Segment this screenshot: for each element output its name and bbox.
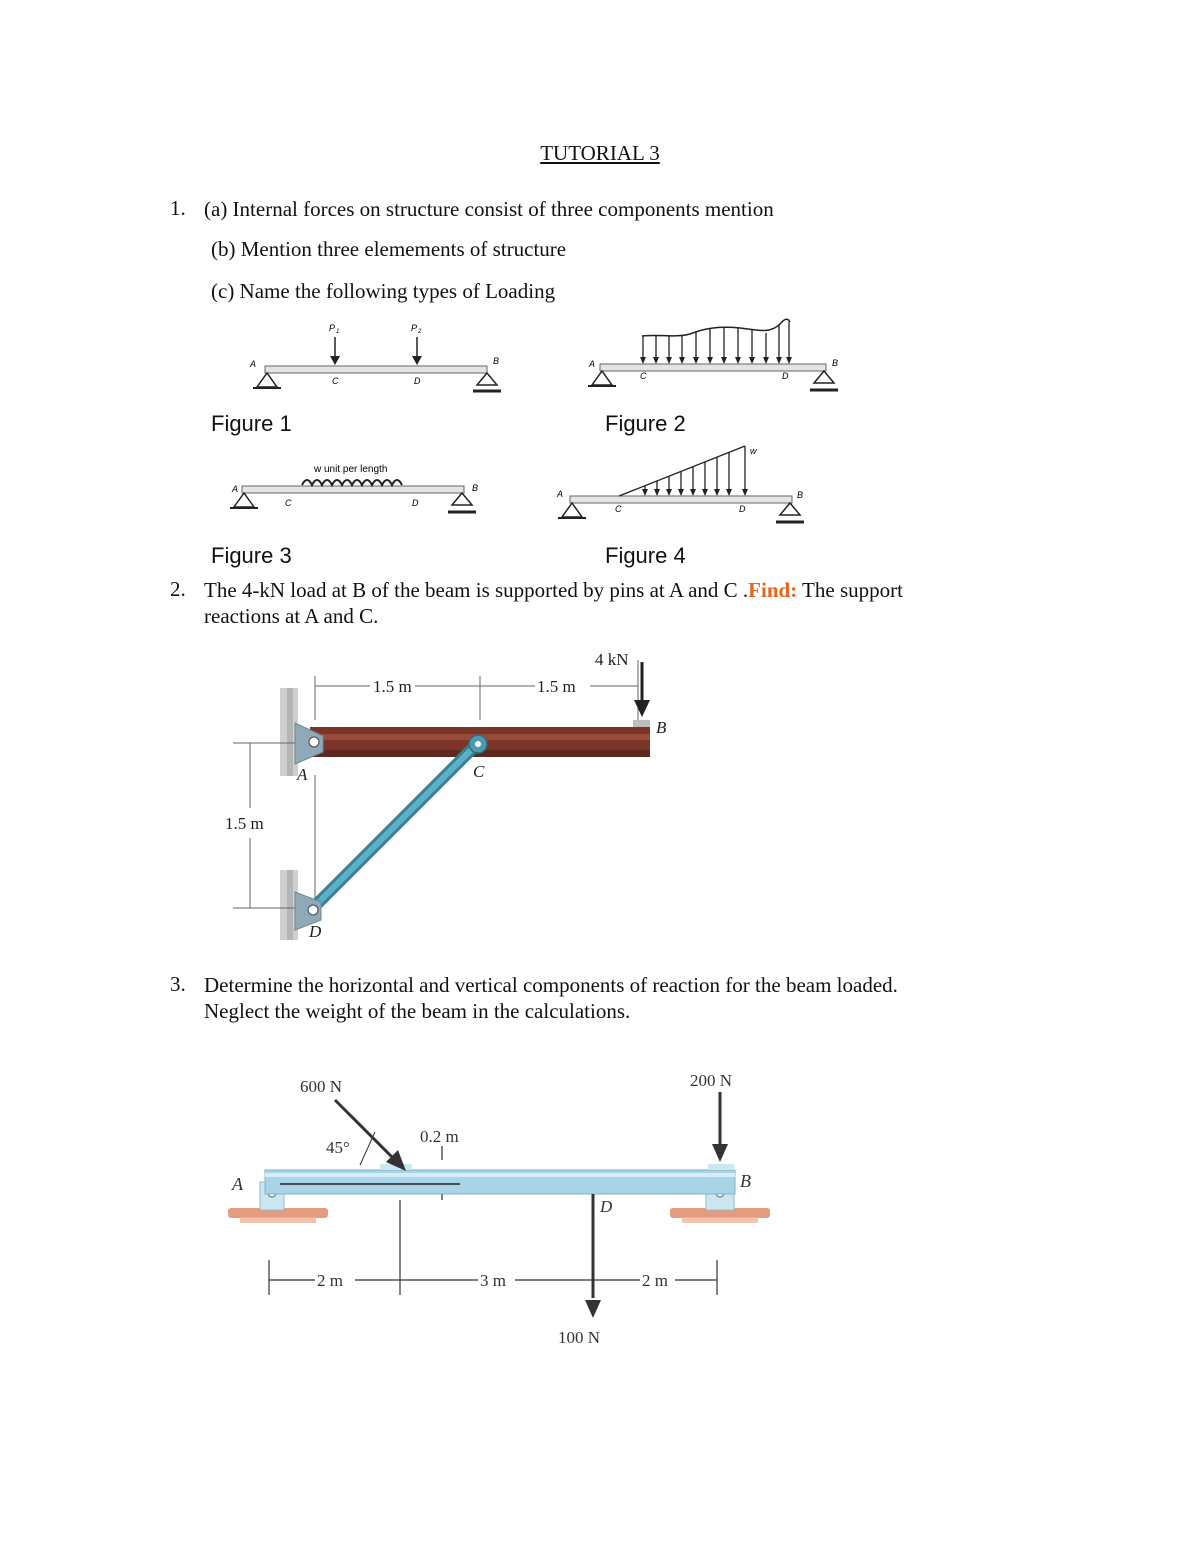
fig2-label-c: C [640, 371, 647, 381]
fig4-label-d: D [739, 504, 746, 514]
fig3-label-d: D [412, 498, 419, 508]
fig1-load-p2-arrow [412, 337, 422, 365]
q3-force-100-arrow [585, 1194, 601, 1318]
q2-find-label: Find: [748, 578, 798, 602]
q3-angle-label: 45° [326, 1138, 350, 1157]
q2-dim-1: 1.5 m [373, 677, 412, 696]
fig1-beam [265, 366, 487, 373]
q3-label-b: B [740, 1171, 751, 1191]
fig1-label-a: A [250, 359, 257, 369]
fig3-pin-support-a [230, 493, 258, 508]
fig2-label-b: B [832, 358, 839, 368]
q2-dim-2: 1.5 m [537, 677, 576, 696]
q2-diagram [215, 640, 695, 945]
q2-dim-vertical: 1.5 m [225, 814, 264, 833]
fig1-pin-support-a [253, 373, 281, 388]
q2-text-line1 [204, 577, 903, 604]
fig2-arrow-heads [640, 357, 792, 364]
q2-text-post: The support [797, 578, 903, 602]
fig1-roller-support-b [473, 373, 501, 391]
figure-1-caption: Figure 1 [211, 411, 292, 436]
q3-angle-reference-line [360, 1132, 375, 1165]
fig1-label-p2: P [411, 323, 418, 333]
fig3-label-b: B [472, 483, 479, 493]
fig2-roller-support-b [810, 371, 838, 390]
fig4-label-a: A [557, 489, 564, 499]
page-title: TUTORIAL 3 [540, 141, 660, 165]
q3-diagram [220, 1060, 790, 1360]
fig2-load-curve [642, 319, 790, 336]
figure-1-diagram [240, 315, 510, 395]
q2-text-line2: reactions at A and C. [204, 604, 379, 628]
fig3-label-c: C [285, 498, 292, 508]
fig4-label-b: B [797, 490, 804, 500]
fig4-arrow-heads [642, 489, 748, 496]
q2-load-arrow [634, 662, 650, 717]
q3-label-a: A [232, 1174, 243, 1194]
fig1-load-p1-arrow [330, 337, 340, 365]
fig1-label-d: D [414, 376, 421, 386]
fig3-label-a: A [232, 484, 239, 494]
q2-label-d: D [309, 922, 322, 941]
fig4-roller-support-b [776, 503, 804, 522]
fig1-label-c: C [332, 376, 339, 386]
fig4-load-envelope [619, 446, 745, 496]
q1-number: 1. [170, 196, 186, 220]
q3-force-200-label: 200 N [690, 1071, 733, 1090]
fig2-label-a: A [589, 359, 596, 369]
q3-dim-3: 2 m [642, 1271, 668, 1290]
fig1-label-p1-sub: 1 [336, 329, 340, 335]
fig4-pin-support-a [558, 503, 586, 518]
fig1-label-p1: P [329, 323, 336, 333]
figure-2-diagram [580, 312, 850, 400]
fig4-label-c: C [615, 504, 622, 514]
fig2-label-d: D [782, 371, 789, 381]
q3-text-line1: Determine the horizontal and vertical components of reaction for the beam loaded. [204, 973, 898, 997]
q3-label-d: D [600, 1197, 613, 1216]
figure-3-caption: Figure 3 [211, 543, 292, 568]
q3-force-100-label: 100 N [558, 1328, 601, 1347]
fig1-label-b: B [493, 356, 500, 366]
q2-label-b: B [656, 718, 667, 737]
q3-force-200-arrow [712, 1092, 728, 1162]
q1-part-a: (a) Internal forces on structure consist of three components mention [204, 197, 774, 221]
fig1-label-p2-sub: 2 [418, 329, 422, 335]
fig3-label-w: w unit per length [314, 464, 388, 475]
fig2-pin-support-a [588, 371, 616, 386]
q2-load-label: 4 kN [595, 650, 629, 669]
q2-number: 2. [170, 577, 186, 601]
fig3-distributed-load [302, 480, 402, 485]
q3-text-line2: Neglect the weight of the beam in the calculations. [204, 999, 631, 1023]
q3-offset-label: 0.2 m [420, 1127, 459, 1146]
fig3-roller-support-b [448, 493, 476, 512]
fig3-beam [242, 486, 464, 493]
q2-text-pre: The 4-kN load at B of the beam is supported by pins at A and C . [204, 578, 749, 602]
fig2-beam [600, 364, 826, 371]
figure-4-diagram [545, 442, 815, 530]
q2-label-c: C [473, 762, 485, 781]
figure-2-caption: Figure 2 [605, 411, 686, 436]
q3-force-600-label: 600 N [300, 1077, 343, 1096]
figure-3-diagram [222, 460, 492, 525]
q2-load-plate [633, 720, 650, 727]
q1-part-b: (b) Mention three elemements of structure [211, 237, 567, 261]
q3-force-600-arrow [335, 1100, 406, 1171]
q1-part-c: (c) Name the following types of Loading [211, 279, 556, 303]
q3-number: 3. [170, 972, 186, 996]
q2-label-a: A [297, 765, 308, 784]
fig4-label-w: w [750, 446, 757, 456]
figure-4-caption: Figure 4 [605, 543, 686, 568]
fig4-load-arrows [645, 446, 745, 492]
fig4-beam [570, 496, 792, 503]
q3-dim-2: 3 m [480, 1271, 506, 1290]
q3-dim-1: 2 m [317, 1271, 343, 1290]
